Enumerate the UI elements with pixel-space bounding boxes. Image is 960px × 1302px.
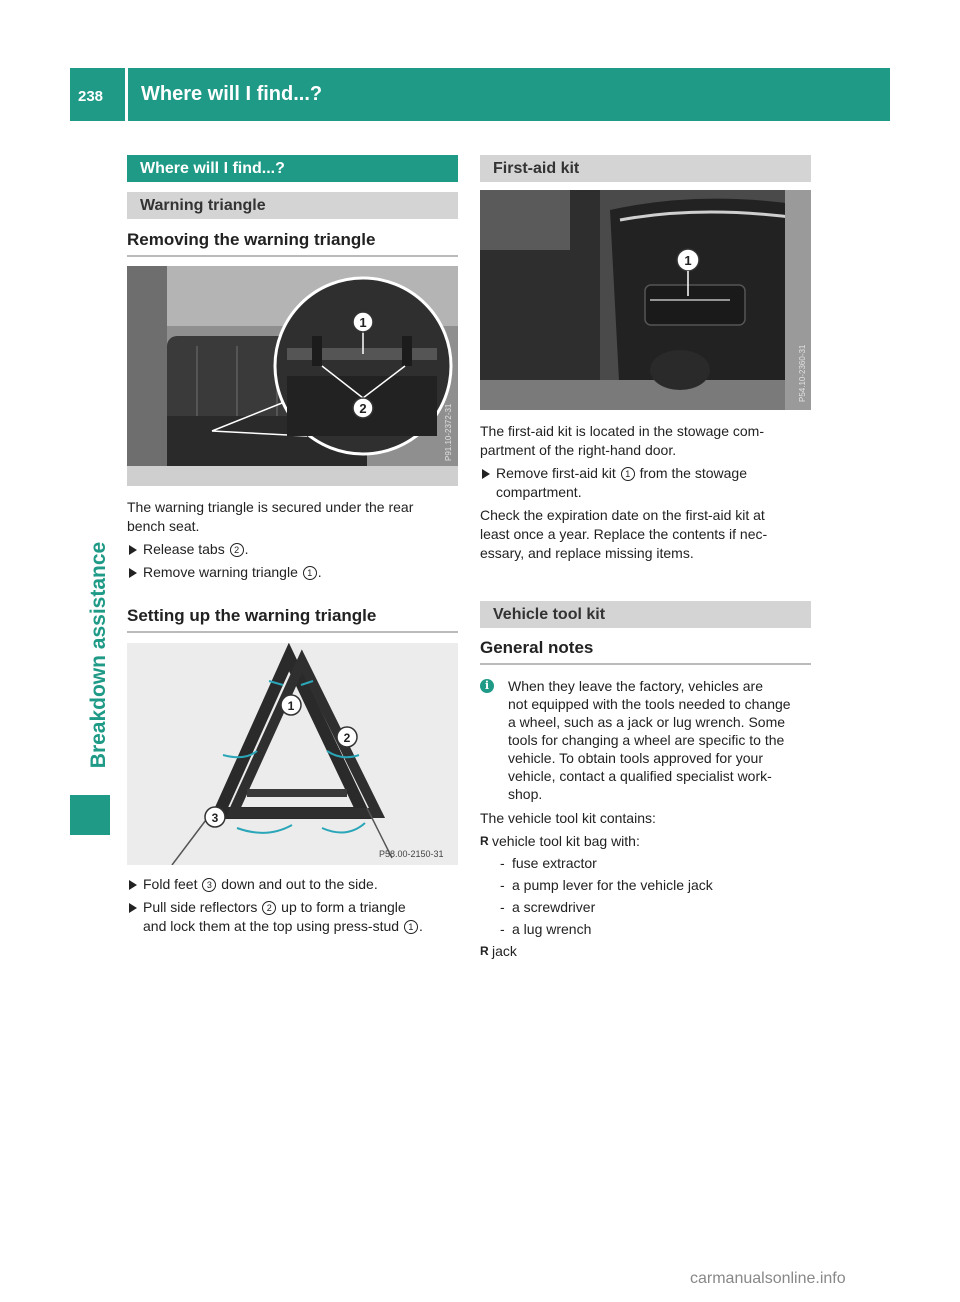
info-icon: i bbox=[480, 679, 494, 693]
first-aid-text-1: The first-aid kit is located in the stowage com- bbox=[480, 423, 765, 439]
heading-removing: Removing the warning triangle bbox=[127, 230, 458, 257]
page-number: 238 bbox=[78, 88, 104, 105]
info-line: vehicle. To obtain tools approved for your bbox=[508, 750, 764, 766]
photo-code-setup: P58.00-2150-31 bbox=[379, 849, 444, 859]
step-text: and lock them at the top using press-stud bbox=[143, 918, 403, 934]
step-text: up to form a triangle bbox=[277, 899, 406, 915]
step-pull-reflectors bbox=[127, 898, 458, 936]
heading-setting-up: Setting up the warning triangle bbox=[127, 606, 458, 633]
sub-list-item: - fuse extractor bbox=[480, 854, 811, 873]
callout-number: 2 bbox=[262, 901, 276, 915]
band-warning-triangle: Warning triangle bbox=[127, 192, 458, 219]
sub-list-item: - a screwdriver bbox=[480, 898, 811, 917]
step-text: Release tabs bbox=[143, 541, 229, 557]
step-text: Remove first-aid kit bbox=[496, 465, 620, 481]
removing-intro-2: bench seat. bbox=[127, 518, 200, 534]
removing-intro-1: The warning triangle is secured under the rear bbox=[127, 499, 414, 515]
list-item: R vehicle tool kit bag with: bbox=[480, 832, 811, 851]
info-note bbox=[480, 677, 811, 803]
svg-text:1: 1 bbox=[684, 253, 692, 268]
right-column bbox=[480, 155, 811, 961]
band-first-aid: First-aid kit bbox=[480, 155, 811, 182]
watermark: carmanualsonline.info bbox=[690, 1270, 846, 1287]
warning-triangle-seat-photo bbox=[127, 266, 458, 486]
svg-text:1: 1 bbox=[287, 699, 295, 713]
step-fold-feet bbox=[127, 875, 458, 894]
first-aid-check-1: Check the expiration date on the first-aid kit at bbox=[480, 507, 765, 523]
photo-code-first-aid: P54.10-2360-31 bbox=[798, 344, 807, 402]
callout-number: 2 bbox=[230, 543, 244, 557]
info-line: shop. bbox=[508, 786, 543, 802]
info-line: When they leave the factory, vehicles are bbox=[508, 678, 763, 694]
left-column bbox=[127, 155, 458, 936]
svg-text:2: 2 bbox=[359, 401, 367, 416]
side-tab-marker bbox=[70, 795, 110, 835]
sub-list-item: - a pump lever for the vehicle jack bbox=[480, 876, 811, 895]
section-band-where: Where will I find...? bbox=[127, 155, 458, 182]
first-aid-door-photo bbox=[480, 190, 811, 410]
info-line: a wheel, such as a jack or lug wrench. Some bbox=[508, 714, 786, 730]
header-title: Where will I find...? bbox=[141, 83, 323, 105]
step-text: from the stowage bbox=[635, 465, 747, 481]
step-remove-first-aid bbox=[480, 464, 811, 502]
list-item: R jack bbox=[480, 942, 811, 961]
first-aid-text-2: partment of the right-hand door. bbox=[480, 442, 677, 458]
band-vehicle-tool-kit: Vehicle tool kit bbox=[480, 601, 811, 628]
svg-text:2: 2 bbox=[343, 731, 351, 745]
callout-number: 1 bbox=[621, 467, 635, 481]
callout-number: 1 bbox=[404, 920, 418, 934]
step-text: down and out to the side. bbox=[217, 876, 378, 892]
step-text: compartment. bbox=[496, 484, 582, 500]
warning-triangle-setup-illustration bbox=[127, 643, 458, 865]
first-aid-check-2: least once a year. Replace the contents if nec- bbox=[480, 526, 768, 542]
step-text: . bbox=[418, 918, 423, 934]
first-aid-check-3: essary, and replace missing items. bbox=[480, 545, 694, 561]
info-line: not equipped with the tools needed to change bbox=[508, 696, 791, 712]
step-release-tabs bbox=[127, 540, 458, 559]
step-text: Fold feet bbox=[143, 876, 202, 892]
tool-kit-intro: The vehicle tool kit contains: bbox=[480, 810, 656, 826]
step-text: . bbox=[317, 564, 322, 580]
callout-number: 3 bbox=[202, 878, 216, 892]
step-text: . bbox=[244, 541, 249, 557]
side-tab bbox=[84, 520, 114, 790]
info-line: vehicle, contact a qualified specialist work- bbox=[508, 768, 772, 784]
svg-text:3: 3 bbox=[211, 811, 219, 825]
header-divider bbox=[125, 68, 128, 121]
side-tab-label: Breakdown assistance bbox=[87, 541, 110, 769]
info-line: tools for changing a wheel are specific to the bbox=[508, 732, 785, 748]
photo-code-removing: P91.10-2372-31 bbox=[444, 403, 453, 461]
sub-list-item: - a lug wrench bbox=[480, 920, 811, 939]
svg-text:1: 1 bbox=[359, 315, 367, 330]
heading-general-notes: General notes bbox=[480, 638, 811, 665]
step-text: Remove warning triangle bbox=[143, 564, 302, 580]
step-remove-triangle bbox=[127, 563, 458, 582]
callout-number: 1 bbox=[303, 566, 317, 580]
step-text: Pull side reflectors bbox=[143, 899, 262, 915]
